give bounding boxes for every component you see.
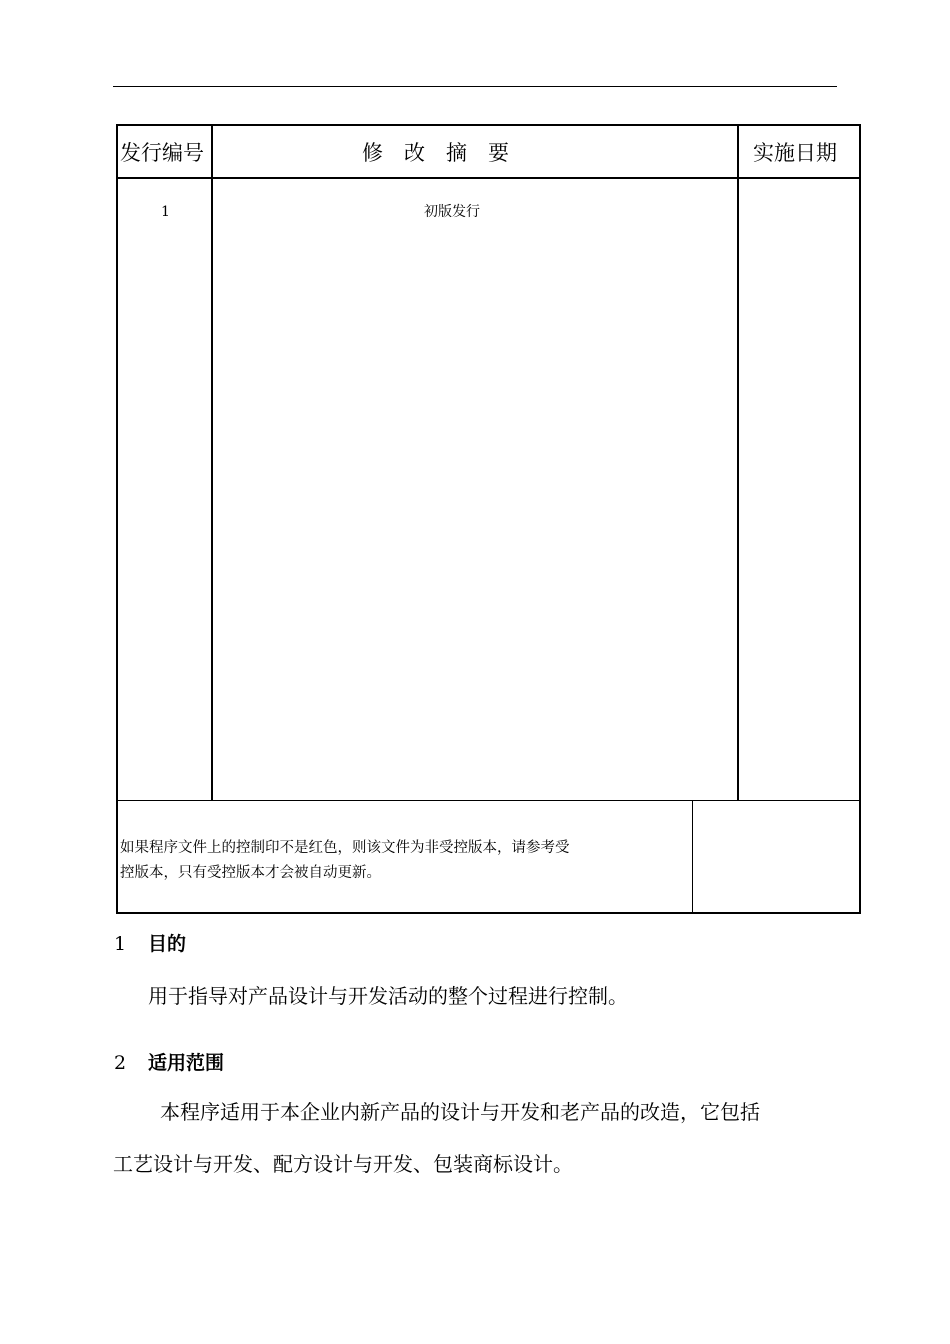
revision-table bbox=[116, 124, 861, 914]
header-rule bbox=[113, 86, 837, 87]
table-notice-divider bbox=[117, 800, 860, 801]
section-paragraph-line1: 本程序适用于本企业内新产品的设计与开发和老产品的改造，它包括 bbox=[160, 1100, 760, 1124]
header-date: 实施日期 bbox=[753, 141, 837, 165]
control-notice-line1: 如果程序文件上的控制印不是红色，则该文件为非受控版本，请参考受 bbox=[120, 840, 570, 856]
section-number: 2 bbox=[114, 1052, 127, 1074]
row-summary: 初版发行 bbox=[424, 204, 480, 220]
section-number: 1 bbox=[114, 933, 127, 955]
section-paragraph: 用于指导对产品设计与开发活动的整个过程进行控制。 bbox=[148, 984, 628, 1008]
table-divider-col2 bbox=[737, 125, 739, 801]
table-notice-col-divider bbox=[692, 800, 693, 914]
section-title: 目的 bbox=[148, 933, 187, 955]
header-issue-no: 发行编号 bbox=[120, 141, 204, 165]
section-heading bbox=[114, 1051, 224, 1075]
section-paragraph-line2: 工艺设计与开发、配方设计与开发、包装商标设计。 bbox=[113, 1152, 573, 1176]
table-header-divider bbox=[117, 177, 860, 179]
row-issue-no: 1 bbox=[161, 204, 170, 220]
header-summary: 修 改 摘 要 bbox=[362, 141, 509, 165]
section-title: 适用范围 bbox=[148, 1052, 225, 1074]
table-divider-col1 bbox=[211, 125, 213, 801]
section-heading bbox=[114, 932, 186, 956]
control-notice-line2: 控版本，只有受控版本才会被自动更新。 bbox=[120, 865, 381, 881]
control-notice bbox=[120, 836, 660, 886]
